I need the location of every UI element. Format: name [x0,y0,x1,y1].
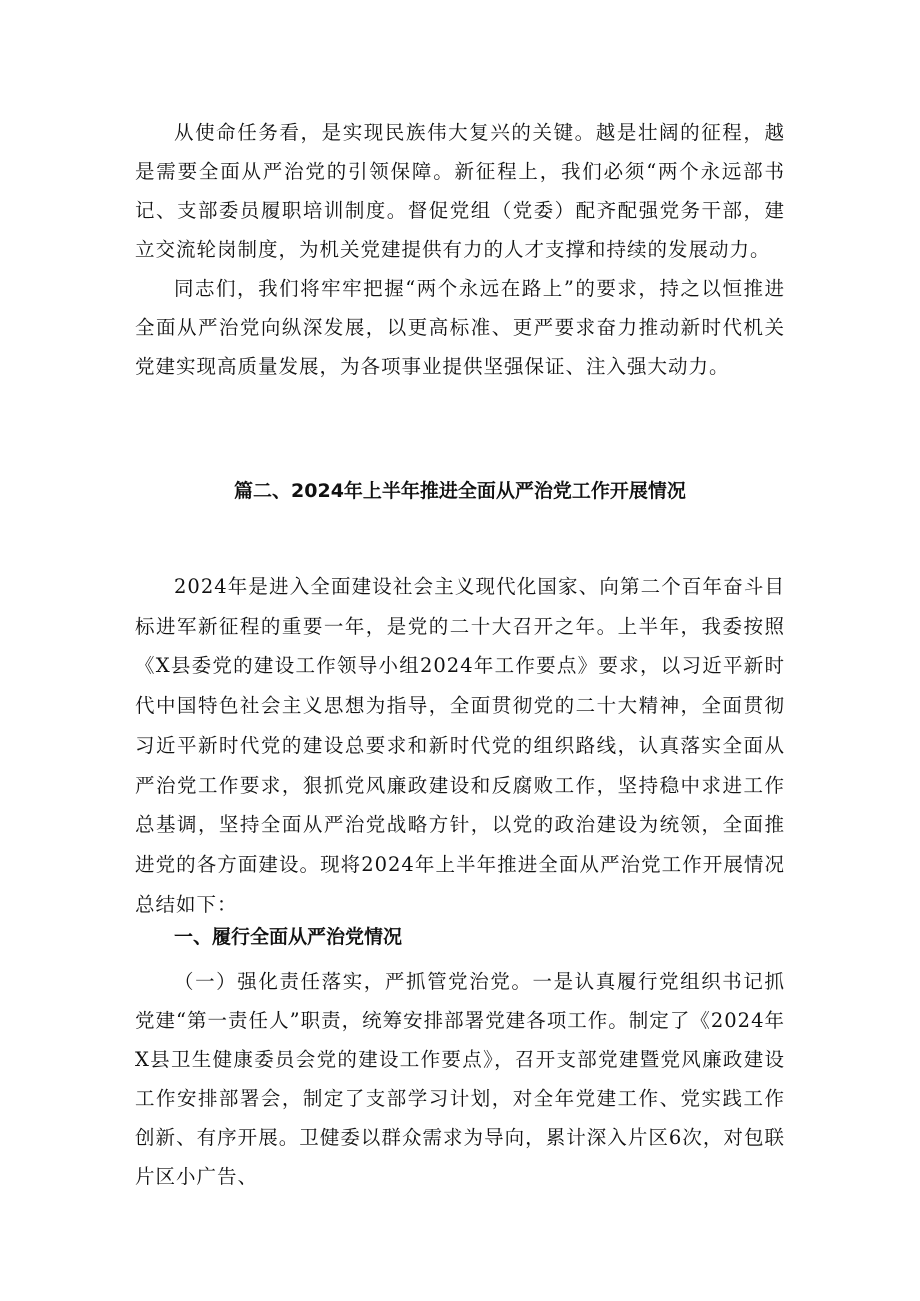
body-paragraph: （一）强化责任落实，严抓管党治党。一是认真履行党组织书记抓党建“第一责任人”职责，统筹安排部署党建各项工作。制定了《2024年X县卫生健康委员会党的建设工作要点》，召开支部党建暨党风廉政建设工作安排部署会，制定了支部学习计划，对全年党建工作、党实践工作创新、有序开展。卫健委以群众需求为导向，累计深入片区6次，对包联片区小广告、 [135,970,785,1188]
body-paragraph: 从使命任务看，是实现民族伟大复兴的关键。越是壮阔的征程，越是需要全面从严治党的引领保障。新征程上，我们必须“两个永远部书记、支部委员履职培训制度。督促党组（党委）配齐配强党务干部，建立交流轮岗制度，为机关党建提供有力的人才支撑和持续的发展动力。 [135,121,785,261]
body-paragraph: 同志们，我们将牢牢把握“两个永远在路上”的要求，持之以恒推进全面从严治党向纵深发展，以更高标准、更严要求奋力推动新时代机关党建实现高质量发展，为各项事业提供坚强保证、注入强大动力。 [135,277,785,378]
body-paragraph: 2024年是进入全面建设社会主义现代化国家、向第二个百年奋斗目标进军新征程的重要一年，是党的二十大召开之年。上半年，我委按照《X县委党的建设工作领导小组2024年工作要点》要求，以习近平新时代中国特色社会主义思想为指导，全面贯彻党的二十大精神，全面贯彻习近平新时代党的建设总要求和新时代党的组织路线，认真落实全面从严治党工作要求，狠抓党风廉政建设和反腐败工作，坚持稳中求进工作总基调，坚持全面从严治党战略方针，以党的政治建设为统领，全面推进党的各方面建设。现将2024年上半年推进全面从严治党工作开展情况总结如下： [135,575,785,916]
article-title: 篇二、2024年上半年推进全面从严治党工作开展情况 [234,480,686,502]
section-heading: 一、履行全面从严治党情况 [174,926,403,948]
